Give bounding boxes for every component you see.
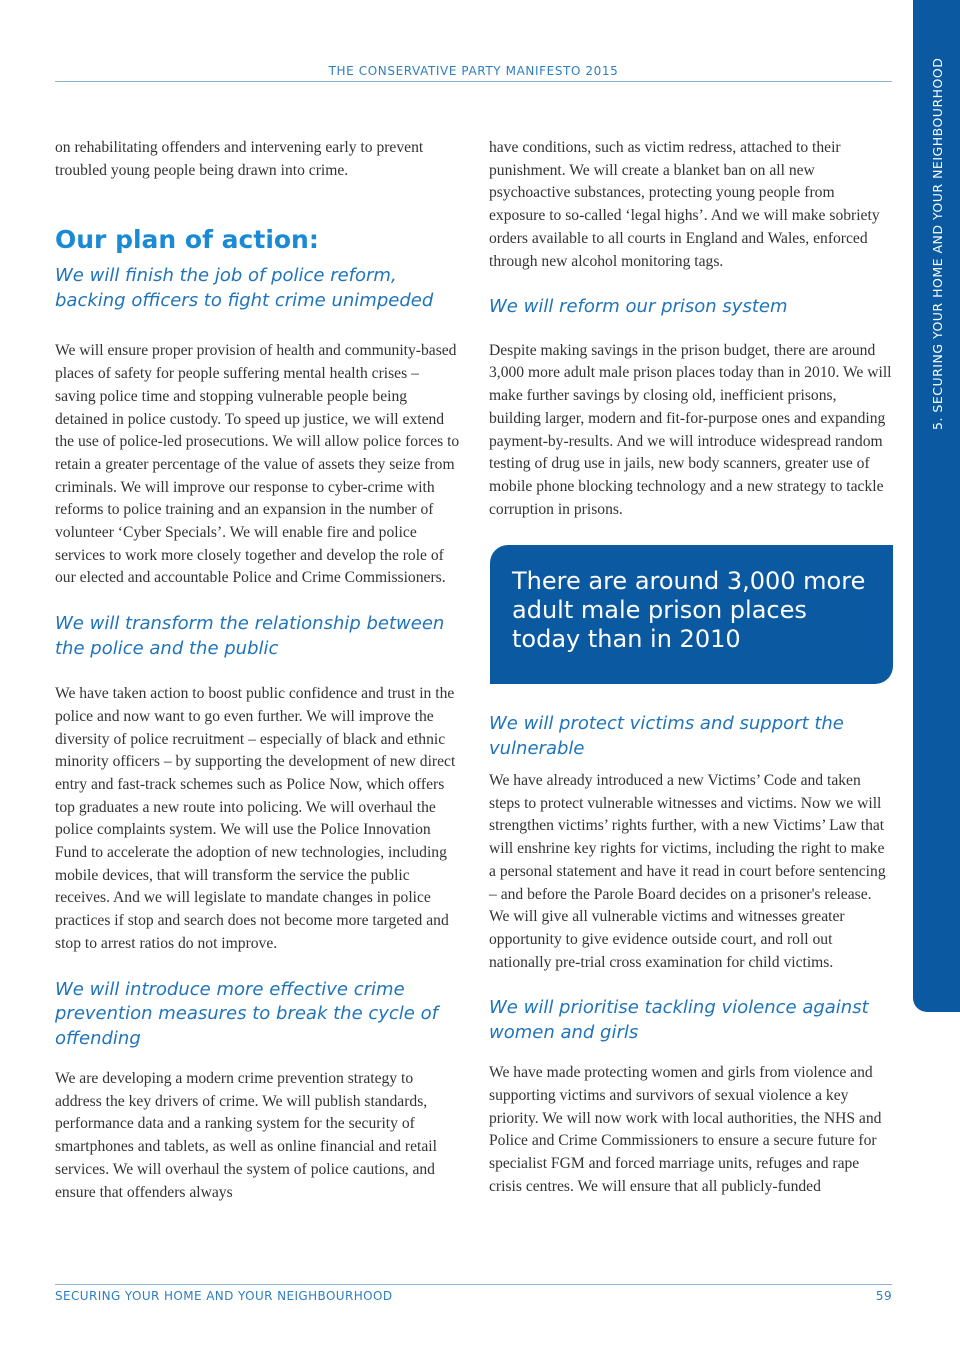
running-footer — [55, 1284, 892, 1303]
police-reform-heading: We will finish the job of police reform, backing officers to fight crime unimpeded — [55, 265, 434, 311]
page-number: 59 — [875, 1289, 892, 1303]
victims-paragraph: We have already introduced a new Victims’ Code and taken steps to protect vulnerable witnesses and victims. Now we will strengthen victims’ rights further, with a new Victims’ Law that will enshrine key rights for victims, including the right to make a personal statement and have it read in court before sentencing – and before the Parole Board decides on a prisoner's release. We will give all vulnerable victims and witnesses greater opportunity to give evidence outside court, and roll out nationally pre-trial cross examination for child victims. — [489, 772, 886, 971]
left-intro-paragraph: on rehabilitating offenders and intervening early to prevent troubled young people being drawn into crime. — [55, 139, 424, 179]
running-header: THE CONSERVATIVE PARTY MANIFESTO 2015 — [55, 64, 892, 82]
right-column-lower — [489, 712, 892, 1199]
crime-prevention-heading: We will introduce more effective crime prevention measures to break the cycle of offending — [55, 978, 438, 1049]
right-column — [489, 137, 892, 521]
right-intro-paragraph: have conditions, such as victim redress, attached to their punishment. We will create a blanket ban on all new psychoactive substances, protecting young people from exposure to so-called ‘legal highs’. And we will make sobriety orders available to all courts in England and Wales, enforced through new alcohol monitoring tags. — [489, 139, 880, 270]
plan-of-action-heading: Our plan of action: — [55, 225, 319, 255]
footer-section-title: SECURING YOUR HOME AND YOUR NEIGHBOURHOOD — [55, 1289, 393, 1303]
police-public-paragraph: We have taken action to boost public confidence and trust in the police and now want to go even further. We will improve the diversity of police recruitment – especially of black and ethnic minority officers – by supporting the development of new direct entry and fast-track schemes such as Police Now, which offers top graduates a new route into policing. We will overhaul the police complaints system. We will use the Police Innovation Fund to accelerate the adoption of new technologies, including mobile devices, that will transform the service the public receives. And we will legislate to mandate changes in police practices if stop and search does not become more targeted and stop to arrest ratios do not improve. — [55, 685, 456, 952]
police-reform-paragraph: We will ensure proper provision of health and community-based places of safety for people suffering mental health crises – saving police time and stopping vulnerable people being detained in police custody. To speed up justice, we will extend the use of police-led prosecutions. We will allow police forces to retain a greater percentage of the value of assets they seize from criminals. We will improve our response to cyber-crime with reforms to police training and an expansion in the number of volunteer ‘Cyber Specials’. We will enable fire and police services to work more closely together and develop the role of our elected and accountable Police and Crime Commissioners. — [55, 342, 460, 587]
violence-women-heading: We will prioritise tackling violence against women and girls — [489, 997, 869, 1043]
prison-reform-heading: We will reform our prison system — [489, 296, 788, 318]
victims-heading: We will protect victims and support the vulnerable — [489, 713, 844, 759]
left-column — [55, 137, 460, 1204]
prison-places-callout: There are around 3,000 more adult male prison places today than in 2010 — [490, 545, 893, 684]
violence-women-paragraph: We have made protecting women and girls from violence and supporting victims and survivors of sexual violence a key priority. We will now work with local authorities, the NHS and Police and Crime Commissioners to ensure a secure future for specialist FGM and forced marriage units, refuges and rape crisis centres. We will ensure that all publicly-funded — [489, 1064, 882, 1195]
crime-prevention-paragraph: We are developing a modern crime prevention strategy to address the key drivers of crime. We will publish standards, performance data and a ranking system for the security of smartphones and tablets, as well as online financial and retail services. We will overhaul the system of police cautions, and ensure that offenders always — [55, 1070, 437, 1201]
prison-reform-paragraph: Despite making savings in the prison budget, there are around 3,000 more adult male prison places today than in 2010. We will make further savings by closing old, inefficient prisons, building larger, modern and fit-for-purpose ones and expanding payment-by-results. And we will introduce widespread random testing of drug use in jails, new body scanners, greater use of mobile phone blocking technology and a new strategy to tackle corruption in prisons. — [489, 341, 892, 518]
police-public-heading: We will transform the relationship between the police and the public — [55, 613, 445, 659]
section-side-tab-label: 5. SECURING YOUR HOME AND YOUR NEIGHBOURHOOD — [930, 57, 945, 430]
